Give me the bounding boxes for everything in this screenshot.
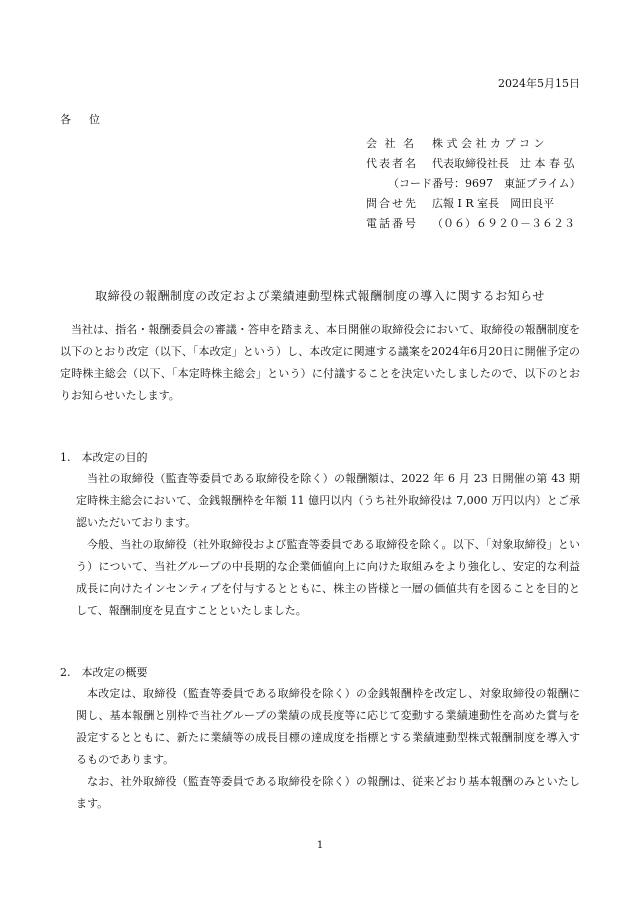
company-label: 会 社 名 (366, 137, 416, 150)
phone-number: （０６）６９２０－３６２３ (432, 217, 575, 230)
representative-name: 代表取締役社長 辻 本 春 弘 (432, 157, 575, 170)
section-2-paragraph-1: 本改定は、取締役（監査等委員である取締役を除く）の金銭報酬枠を改定し、対象取締役の報酬に関し、基本報酬と別枠で当社グループの業績の成長度等に応じて変動する業績連動性を高めた賞与を設定するとともに、新たに業績等の成長目標の達成度を指標とする業績連動型株式報酬制度を導入するものであります。 (76, 687, 580, 766)
section-2-paragraph-2: なお、社外取締役（監査等委員である取締役を除く）の報酬は、従来どおり基本報酬のみといたします。 (76, 775, 580, 810)
section-2-body (76, 683, 580, 815)
company-name: 株 式 会 社 カ プ コ ン (432, 137, 545, 150)
contact-label: 問合せ先 (366, 197, 418, 210)
representative-label: 代表者名 (366, 157, 418, 170)
sender-block (366, 134, 586, 234)
contact-person: 広報 I R 室長 岡田良平 (432, 197, 555, 210)
representative-row (366, 154, 586, 174)
phone-label: 電話番号 (366, 217, 418, 230)
section-1-paragraph-1: 当社の取締役（監査等委員である取締役を除く）の報酬額は、2022 年 6 月 23 日開催の第 43 期定時株主総会において、金銭報酬枠を年額 11 億円以内（うち社外取締役は 7,000 万円以内）とご承認いただいております。 (76, 472, 580, 529)
stock-code: （コード番号：9697 東証プライム） (388, 177, 581, 190)
release-date: 2024年5月15日 (498, 77, 580, 90)
page-number: 1 (316, 840, 324, 851)
section-2-heading: 2. 本改定の概要 (60, 666, 148, 679)
section-1-paragraph-2: 今般、当社の取締役（社外取締役および監査等委員である取締役を除く。以下、「対象取締役」という）について、当社グループの中長期的な企業価値向上に向けた取組みをより強化し、安定的な利益成長に向けたインセンティブを付与するとともに、株主の皆様と一層の価値共有を図ることを目的として、報酬制度を見直すことといたしました。 (76, 538, 580, 617)
section-1-heading: 1. 本改定の目的 (60, 451, 148, 464)
document-title: 取締役の報酬制度の改定および業績連動型株式報酬制度の導入に関するお知らせ (95, 289, 545, 303)
intro-paragraph: 当社は、指名・報酬委員会の審議・答申を踏まえ、本日開催の取締役会において、取締役の報酬制度を以下のとおり改定（以下、「本改定」という）し、本改定に関連する議案を2024年6月20日に開催予定の定時株主総会（以下、「本定時株主総会」という）に付議することを決定いたしましたので、以下のとおりお知らせいたします。 (60, 323, 580, 402)
section-1-body (76, 468, 580, 622)
addressee: 各位 (60, 113, 118, 126)
contact-row (366, 194, 586, 214)
phone-row (366, 214, 586, 234)
company-row (366, 134, 586, 154)
